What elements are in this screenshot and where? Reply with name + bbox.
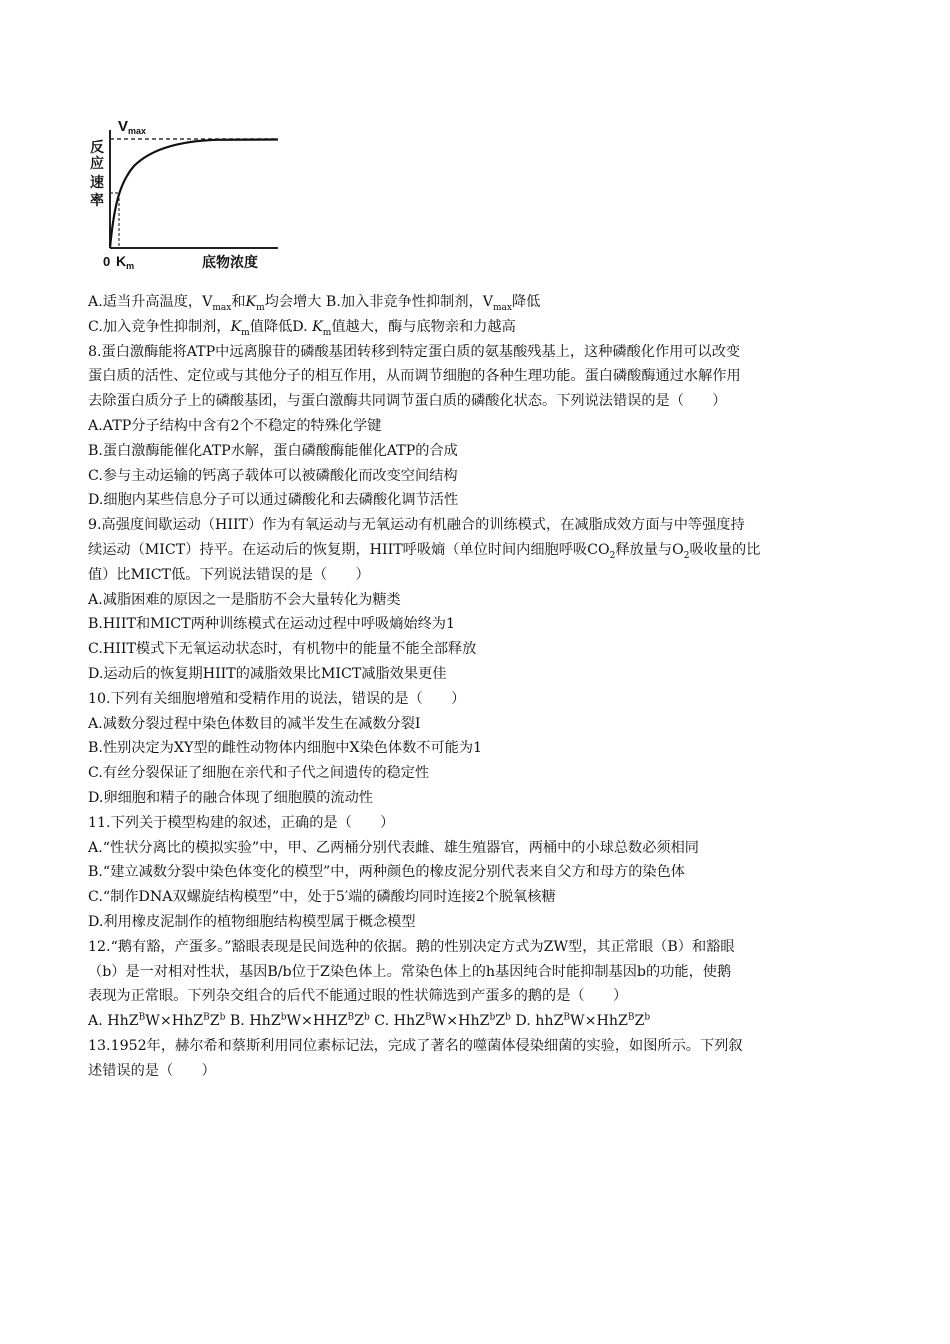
y-axis-label bbox=[90, 139, 109, 209]
q9-option-c: C.HIIT模式下无氧运动状态时，有机物中的能量不能全部释放 bbox=[88, 641, 477, 658]
origin-label: 0 bbox=[103, 254, 111, 269]
q12-options: A. $HhZ^BW\times HhZ^BZ^b$ B. $HhZ^bW\times HHZ^BZ^b$ C. $HhZ^BW\times HhZ^bZ^b$ D. $hhZ^BW\times HhZ^BZ^b$ bbox=[88, 1012, 651, 1030]
y-label-char-3: 速 bbox=[90, 175, 104, 191]
q7-options-ab: A.适当升高温度，$V_{max}$和$K_m$均会增大 B.加入非竞争性抑制剂，$V_{max}$降低 bbox=[88, 294, 541, 313]
q8-option-c: C.参与主动运输的钙离子载体可以被磷酸化而改变空间结构 bbox=[88, 467, 458, 484]
q11-stem: 11.下列关于模型构建的叙述，正确的是（ ） bbox=[88, 814, 395, 831]
q8-stem-line-1: 8.蛋白激酶能将ATP中远离腺苷的磷酸基团转移到特定蛋白质的氨基酸残基上，这种磷酸化作用可以改变 bbox=[88, 343, 741, 360]
q9-stem-line-1: 9.高强度间歇运动（HIIT）作为有氧运动与无氧运动有机融合的训练模式，在减脂成效方面与中等强度持 bbox=[88, 517, 745, 534]
q10-option-d: D.卵细胞和精子的融合体现了细胞膜的流动性 bbox=[88, 789, 373, 806]
q10-option-a: A.减数分裂过程中染色体数目的减半发生在减数分裂Ⅰ bbox=[88, 715, 421, 732]
rate-curve bbox=[110, 140, 278, 249]
q9-option-d: D.运动后的恢复期HIIT的减脂效果比MICT减脂效果更佳 bbox=[88, 665, 447, 682]
q9-stem-line-3: 值）比MICT低。下列说法错误的是（ ） bbox=[88, 566, 370, 583]
q10-option-b: B.性别决定为XY型的雌性动物体内细胞中X染色体数不可能为1 bbox=[88, 740, 483, 757]
y-label-char-2: 应 bbox=[90, 156, 104, 172]
enzyme-kinetics-figure bbox=[86, 110, 286, 275]
q9-option-b: B.HIIT和MICT两种训练模式在运动过程中呼吸熵始终为1 bbox=[88, 616, 456, 633]
q12-stem-line-3: 表现为正常眼。下列杂交组合的后代不能通过眼的性状筛选到产蛋多的鹅的是（ ） bbox=[88, 988, 628, 1005]
q12-stem-line-2: （b）是一对相对性状，基因B/b位于Z染色体上。常染色体上的h基因纯合时能抑制基因b的功能，使鹅 bbox=[88, 963, 732, 980]
q9-option-a: A.减脂困难的原因之一是脂肪不会大量转化为糖类 bbox=[88, 591, 401, 608]
q11-option-d: D.利用橡皮泥制作的植物细胞结构模型属于概念模型 bbox=[88, 913, 416, 930]
q9-stem-line-2: 续运动（MICT）持平。在运动后的恢复期，HIIT呼吸熵（单位时间内细胞呼吸$CO_2$释放量与$O_2$吸收量的比 bbox=[88, 541, 761, 561]
q8-stem-line-2: 蛋白质的活性、定位或与其他分子的相互作用，从而调节细胞的各种生理功能。蛋白磷酸酶通过水解作用 bbox=[88, 368, 741, 385]
q13-stem-line-2: 述错误的是（ ） bbox=[88, 1062, 216, 1079]
q11-option-a: A.“性状分离比的模拟实验”中，甲、乙两桶分别代表雌、雄生殖器官，两桶中的小球总数必须相同 bbox=[88, 839, 699, 856]
q8-option-b: B.蛋白激酶能催化ATP水解，蛋白磷酸酶能催化ATP的合成 bbox=[88, 442, 458, 459]
q11-option-c: C.“制作DNA双螺旋结构模型”中，处于5′端的磷酸均同时连接2个脱氧核糖 bbox=[88, 889, 556, 906]
q8-option-a: A.ATP分子结构中含有2个不稳定的特殊化学键 bbox=[88, 417, 382, 434]
y-label-char-1: 反 bbox=[90, 140, 104, 156]
q11-option-b: B.“建立减数分裂中染色体变化的模型”中，两种颜色的橡皮泥分别代表来自父方和母方的染色体 bbox=[88, 864, 685, 881]
q13-stem-line-1: 13.1952年，赫尔希和蔡斯利用同位素标记法，完成了著名的噬菌体侵染细菌的实验，如图所示。下列叙 bbox=[88, 1037, 743, 1054]
q10-stem: 10.下列有关细胞增殖和受精作用的说法，错误的是（ ） bbox=[88, 690, 466, 707]
q8-stem-line-3: 去除蛋白质分子上的磷酸基团，与蛋白激酶共同调节蛋白质的磷酸化状态。下列说法错误的是（ ） bbox=[88, 393, 727, 410]
q12-stem-line-1: 12.“鹅有豁，产蛋多。”豁眼表现是民间选种的依据。鹅的性别决定方式为ZW型，其正常眼（B）和豁眼 bbox=[88, 938, 735, 955]
question-text bbox=[88, 290, 878, 1084]
vmax-label: $V_{max}$ bbox=[118, 118, 147, 136]
x-axis-label: 底物浓度 bbox=[202, 255, 258, 271]
y-label-char-4: 率 bbox=[90, 193, 104, 209]
q7-options-cd: C.加入竞争性抑制剂，$K_m$值降低D. $K_m$值越大，酶与底物亲和力越高 bbox=[88, 318, 516, 338]
km-label: $K_m$ bbox=[116, 253, 135, 271]
michaelis-menten-graph bbox=[86, 110, 286, 275]
q10-option-c: C.有丝分裂保证了细胞在亲代和子代之间遗传的稳定性 bbox=[88, 765, 430, 782]
q8-option-d: D.细胞内某些信息分子可以通过磷酸化和去磷酸化调节活性 bbox=[88, 492, 459, 509]
